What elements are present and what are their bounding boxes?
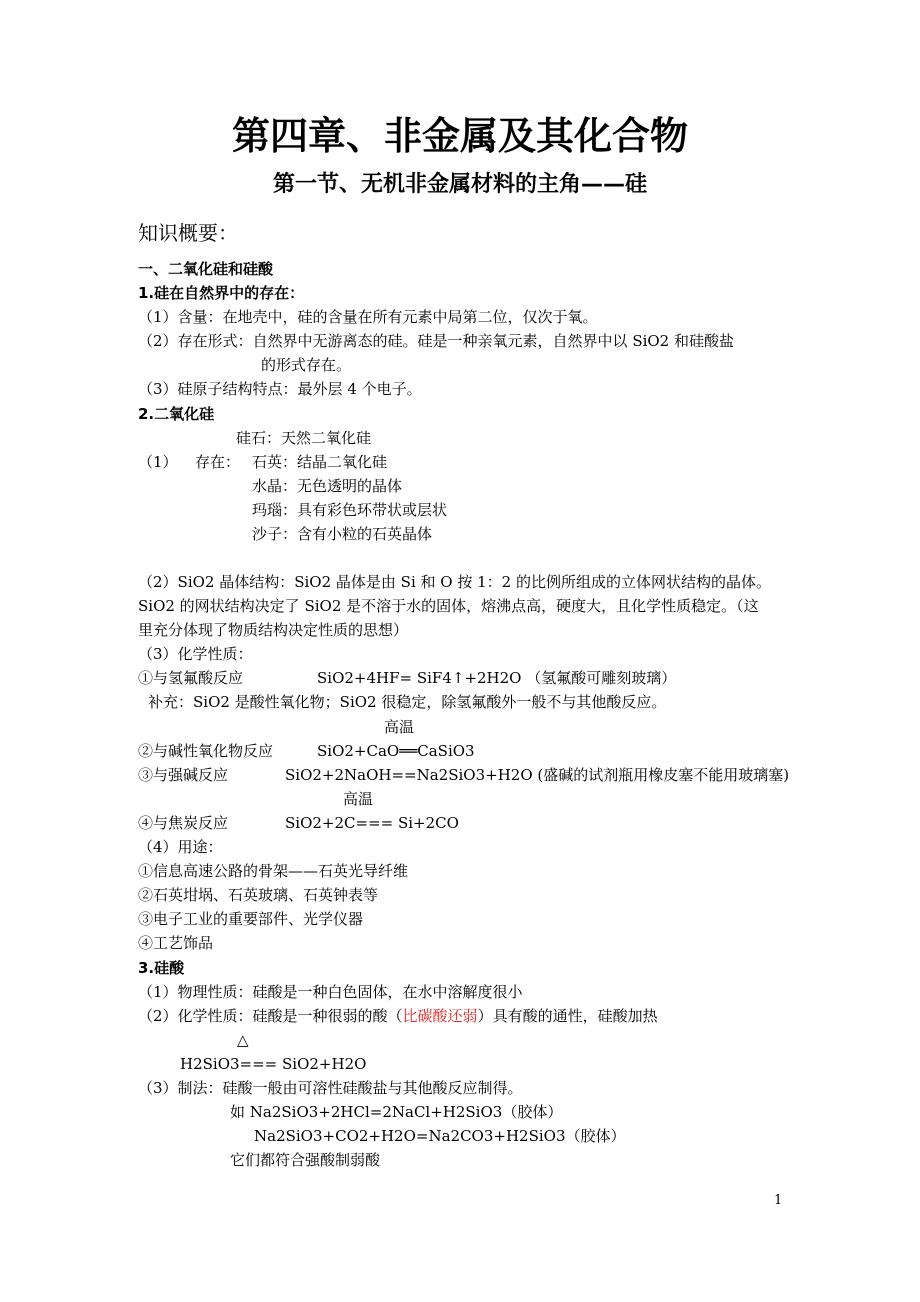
existence-content: （1）含量：在地壳中，硅的含量在所有元素中局第二位，仅次于氧。 [138,308,598,326]
prep-note: 它们都符合强酸制弱酸 [230,1151,381,1169]
form-item: 水晶：无色透明的晶体 [252,477,403,495]
reaction-hf-equation: SiO2+4HF= SiF4↑+2H2O （氢氟酸可雕刻玻璃） [317,669,677,687]
forms-label: 存在： [195,453,241,471]
condition-high-temp: 高温 [343,790,374,808]
page-number: 1 [774,1193,783,1208]
part1-heading: 一、二氧化硅和硅酸 [138,260,274,278]
reaction-naoh-label: ③与强碱反应 [138,766,229,784]
heading-silicon-existence: 1.硅在自然界中的存在： [138,284,305,302]
forms-label-num: （1） [138,453,178,471]
prep-equation: 如 Na2SiO3+2HCl=2NaCl+H2SiO3（胶体） [230,1103,563,1121]
reaction-hf-label: ①与氢氟酸反应 [138,669,244,687]
form-item: 石英：结晶二氧化硅 [252,453,388,471]
overview-heading: 知识概要： [138,221,238,245]
structure-line: （2）SiO2 晶体结构：SiO2 晶体是由 Si 和 O 按 1：2 的比例所组成的立体网状结构的晶体。 [138,573,771,591]
use-item: ①信息高速公路的骨架——石英光导纤维 [138,862,409,880]
use-item: ②石英坩埚、石英玻璃、石英钟表等 [138,886,379,904]
acid-chemical-pre: （2）化学性质：硅酸是一种很弱的酸（ [138,1007,403,1025]
acid-chemical [138,1006,658,1026]
use-item: ③电子工业的重要部件、光学仪器 [138,910,364,928]
use-item: ④工艺饰品 [138,934,214,952]
reaction-carbon-equation: SiO2+2C=== Si+2CO [285,814,459,832]
heat-equation: H2SiO3=== SiO2+H2O [180,1055,367,1073]
reaction-cao-label: ②与碱性氧化物反应 [138,742,274,760]
existence-structure: （3）硅原子结构特点：最外层 4 个电子。 [138,380,422,398]
use-heading: （4）用途： [138,838,223,856]
section-title: 第一节、无机非金属材料的主角——硅 [272,172,647,197]
heading-silica: 2.二氧化硅 [138,405,215,423]
reaction-cao-equation: SiO2+CaO══CaSiO3 [317,742,475,760]
reaction-naoh-equation: SiO2+2NaOH==Na2SiO3+H2O (盛碱的试剂瓶用橡皮塞不能用玻璃塞) [285,766,790,784]
acid-physical: （1）物理性质：硅酸是一种白色固体，在水中溶解度很小 [138,983,523,1001]
condition-high-temp: 高温 [384,718,415,736]
chem-heading: （3）化学性质： [138,645,253,663]
existence-form: （2）存在形式：自然界中无游离态的硅。硅是一种亲氧元素，自然界中以 SiO2 和硅酸盐 [138,332,734,350]
chapter-title: 第四章、非金属及其化合物 [231,114,688,158]
supplement-note: 补充：SiO2 是酸性氧化物；SiO2 很稳定，除氢氟酸外一般不与其他酸反应。 [148,693,667,711]
acid-chemical-highlight: 比碳酸还弱 [402,1007,478,1025]
heading-silicic-acid: 3.硅酸 [138,959,185,977]
form-item: 沙子：含有小粒的石英晶体 [252,525,433,543]
form-item: 玛瑙：具有彩色环带状或层状 [252,501,448,519]
reaction-carbon-label: ④与焦炭反应 [138,814,229,832]
structure-line: 里充分体现了物质结构决定性质的思想） [138,621,409,639]
prep-heading: （3）制法：硅酸一般由可溶性硅酸盐与其他酸反应制得。 [138,1079,523,1097]
structure-line: SiO2 的网状结构决定了 SiO2 是不溶于水的固体，熔沸点高，硬度大，且化学性质稳定。（这 [138,597,759,615]
acid-chemical-post: ）具有酸的通性，硅酸加热 [477,1007,658,1025]
heat-symbol: △ [237,1031,249,1049]
existence-form-cont: 的形式存在。 [261,356,352,374]
prep-equation: Na2SiO3+CO2+H2O=Na2CO3+H2SiO3（胶体） [254,1127,626,1145]
form-item: 硅石：天然二氧化硅 [236,429,372,447]
